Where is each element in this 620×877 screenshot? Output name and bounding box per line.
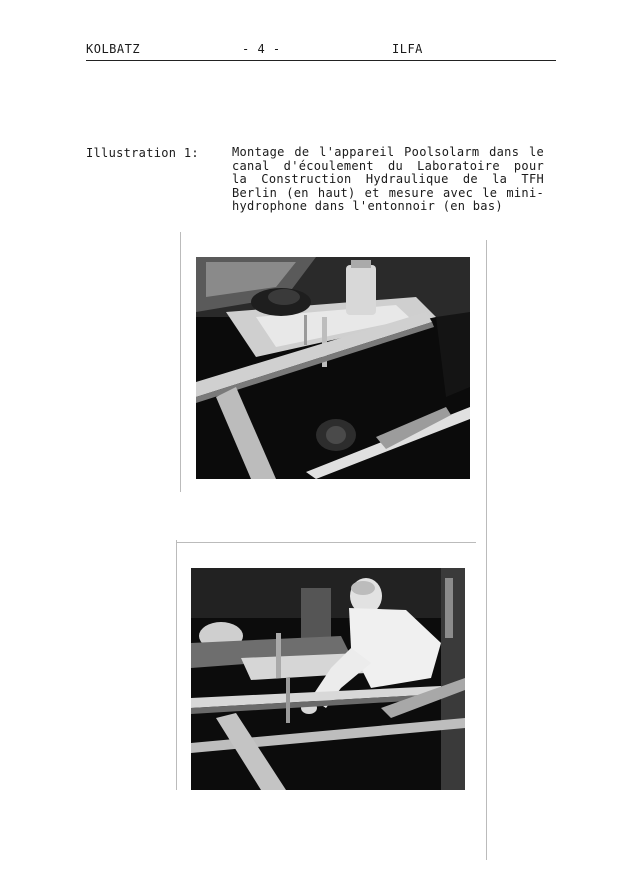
- caption-line: la Construction Hydraulique de la TFH: [232, 172, 544, 186]
- photo-flume-installation-image: [196, 257, 470, 479]
- photo-flume-installation: [196, 257, 470, 479]
- page-number: - 4 -: [242, 42, 281, 56]
- figure-label: Illustration 1:: [86, 146, 199, 160]
- scan-line: [176, 540, 177, 790]
- caption-line: canal d'écoulement du Laboratoire pour: [232, 158, 544, 173]
- scan-line: [486, 240, 487, 860]
- caption-line: Berlin (en haut) et mesure avec le mini-: [232, 185, 544, 200]
- caption-line: hydrophone dans l'entonnoir (en bas): [232, 199, 503, 213]
- photo-hydrophone-measurement: [191, 568, 465, 790]
- scan-line: [180, 232, 181, 492]
- figure-caption: [232, 146, 544, 214]
- page-header: [86, 40, 556, 61]
- header-author: KOLBATZ: [86, 42, 141, 56]
- caption-line: Montage de l'appareil Poolsolarm dans le: [232, 145, 544, 159]
- header-journal: ILFA: [392, 42, 423, 56]
- photo-hydrophone-measurement-image: [191, 568, 465, 790]
- scan-line: [176, 542, 476, 543]
